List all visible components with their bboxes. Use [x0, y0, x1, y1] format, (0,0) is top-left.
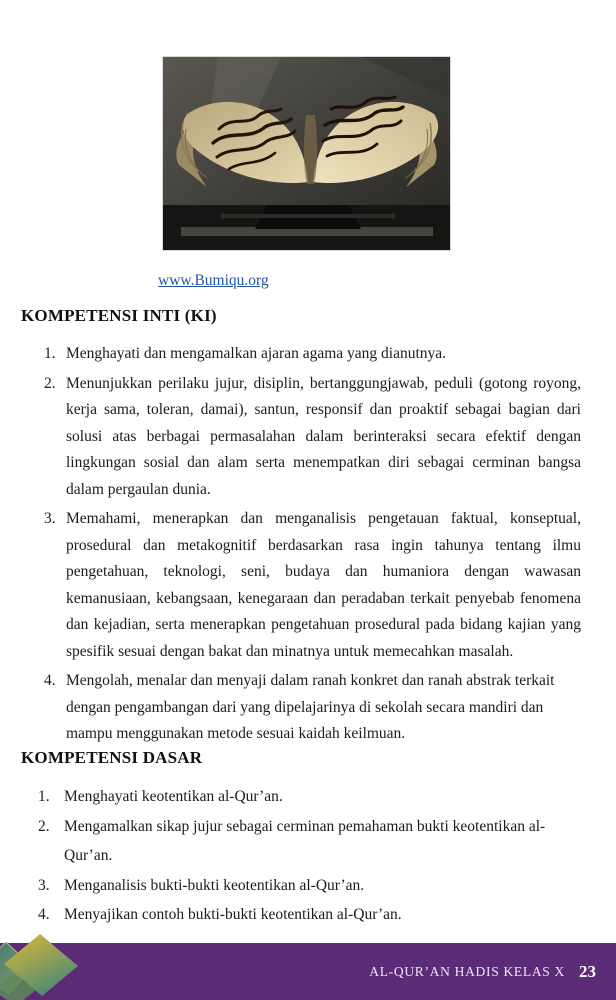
ki-item-text: Mengolah, menalar dan menyaji dalam ranah konkret dan ranah abstrak terkait dengan pengambangan dari yang dipelajarinya di sekolah secara mandiri dan mampu menggunakan metode sesuai kaidah keilmuan. — [66, 672, 555, 742]
kd-heading: KOMPETENSI DASAR — [21, 748, 203, 767]
kd-item-text: Menganalisis bukti-bukti keotentikan al-Qur’an. — [64, 876, 365, 894]
ki-item-text: Memahami, menerapkan dan menganalisis pengetauan faktual, konseptual, prosedural dan metakognitif berdasarkan rasa ingin tahunya tentang ilmu pengetahuan, teknologi, seni, budaya dan humaniora dengan wawasan kemanusiaan, kebangsaan, kenegaraan dan peradaban terkait penyebab fenomena dan kejadian, serta menerapkan pengetahuan prosedural pada bidang kajian yang spesifik sesuai dengan bakat dan minatnya untuk memecahkan masalah. — [66, 510, 581, 660]
ki-item — [21, 668, 581, 748]
kd-item-text: Menyajikan contoh bukti-bukti keotentikan al-Qur’an. — [64, 906, 402, 923]
kd-item — [21, 782, 581, 812]
ki-list — [21, 341, 581, 751]
ki-heading: KOMPETENSI INTI (KI) — [21, 306, 217, 325]
ki-item — [21, 506, 581, 665]
ki-item-number: 1. — [44, 345, 56, 362]
footer-book-title: AL-QUR’AN HADIS KELAS X — [369, 963, 565, 979]
kd-item — [21, 871, 581, 901]
kd-item-text: Mengamalkan sikap jujur sebagai cerminan pemahaman bukti keotentikan al-Qur’an. — [64, 817, 546, 864]
corner-decoration — [0, 932, 100, 1000]
ki-item-number: 4. — [44, 672, 56, 689]
quran-manuscript-photo — [163, 57, 450, 250]
ki-item — [21, 371, 581, 504]
ki-item-text: Menunjukkan perilaku jujur, disiplin, bertanggungjawab, peduli (gotong royong, kerja sama, toleran, damai), santun, responsif dan proaktif sebagai bagian dari solusi atas berbagai permasalahan dalam berinteraksi secara efektif dengan lingkungan sosial dan alam serta menempatkan diri sebagai cerminan bangsa dalam pergaulan dunia. — [66, 374, 581, 498]
caption-link[interactable]: www.Bumiqu.org — [158, 272, 269, 289]
kd-item-number: 2. — [38, 817, 50, 835]
ki-item-text: Menghayati dan mengamalkan ajaran agama yang dianutnya. — [66, 345, 447, 362]
footer-page-number: 23 — [579, 961, 596, 981]
ki-item — [21, 341, 581, 368]
book-illustration — [163, 57, 450, 250]
kd-item — [21, 812, 581, 871]
kd-item — [21, 900, 581, 930]
kd-item-text: Menghayati keotentikan al-Qur’an. — [64, 788, 283, 805]
ki-item-number: 2. — [44, 374, 56, 392]
kd-item-number: 4. — [38, 906, 50, 923]
kd-list — [21, 782, 581, 930]
kd-item-number: 3. — [38, 876, 50, 894]
kd-item-number: 1. — [38, 788, 50, 805]
ki-item-number: 3. — [44, 510, 56, 527]
